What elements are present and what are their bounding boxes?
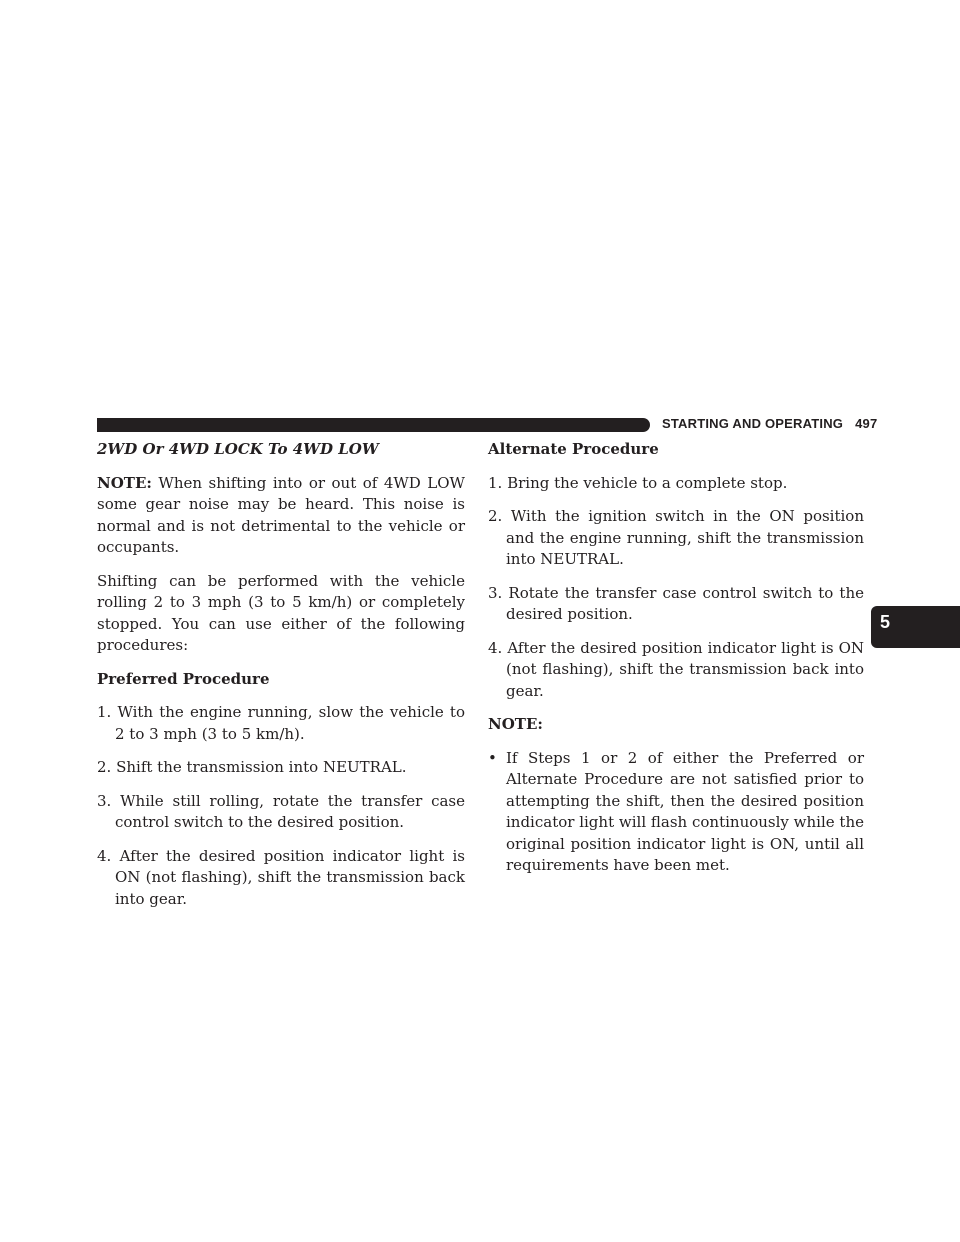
page-number: 497 (855, 416, 878, 431)
preferred-step: 3. While still rolling, rotate the transfer case control switch to the desired position. (97, 791, 465, 831)
left-column (97, 439, 465, 922)
alternate-step: 2. With the ignition switch in the ON position and the engine running, shift the transmission into NEUTRAL. (488, 507, 864, 568)
alternate-step: 1. Bring the vehicle to a complete stop. (488, 473, 788, 492)
note-label: NOTE: (488, 715, 543, 733)
note-bullet (488, 748, 864, 877)
running-header (662, 416, 877, 431)
note-label: NOTE: (97, 473, 152, 492)
preferred-step: 4. After the desired position indicator light is ON (not flashing), shift the transmission back into gear. (97, 846, 465, 908)
chapter-tab (871, 606, 960, 648)
section-name: STARTING AND OPERATING (662, 416, 844, 431)
note-paragraph (97, 473, 465, 559)
preferred-procedure-heading: Preferred Procedure (97, 669, 270, 688)
chapter-number: 5 (879, 612, 890, 632)
bullet-icon: • (488, 748, 497, 767)
intro-paragraph: Shifting can be performed with the vehicle rolling 2 to 3 mph (3 to 5 km/h) or completely stopped. You can use either of the following procedures: (97, 571, 465, 654)
alternate-procedure-heading: Alternate Procedure (488, 440, 659, 458)
right-column (488, 439, 864, 877)
alternate-step: 4. After the desired position indicator light is ON (not flashing), shift the transmission back into gear. (488, 638, 864, 700)
note-text: When shifting into or out of 4WD LOW some gear noise may be heard. This noise is normal and is not detrimental to the vehicle or occupants. (97, 473, 465, 556)
header-rule (97, 418, 650, 432)
preferred-step: 2. Shift the transmission into NEUTRAL. (97, 758, 407, 776)
alternate-step: 3. Rotate the transfer case control switch to the desired position. (488, 583, 864, 623)
preferred-step: 1. With the engine running, slow the vehicle to 2 to 3 mph (3 to 5 km/h). (97, 703, 465, 743)
bullet-text: If Steps 1 or 2 of either the Preferred or Alternate Procedure are not satisfied prior to attempting the shift, then the desired position indicator light will flash continuously while the original position indicator light is ON, until all requirements have been met. (506, 748, 864, 874)
section-heading: 2WD Or 4WD LOCK To 4WD LOW (97, 440, 379, 458)
